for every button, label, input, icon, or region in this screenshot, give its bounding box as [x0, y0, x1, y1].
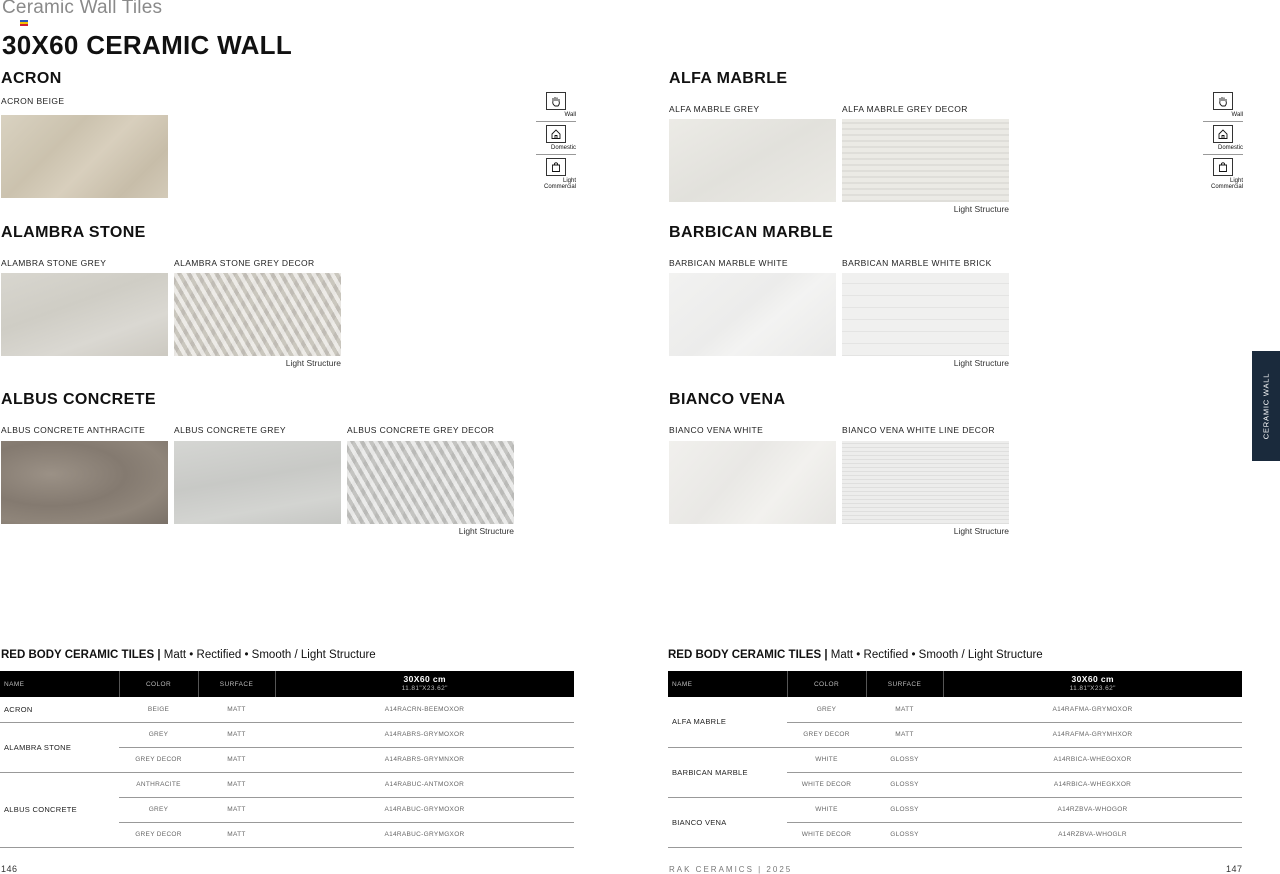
tile-bianco-white-line-decor [842, 441, 1009, 524]
section-title-albus: ALBUS CONCRETE [1, 391, 156, 408]
section-title-bianco: BIANCO VENA [669, 391, 786, 408]
tile-alfa-grey [669, 119, 836, 202]
shopping-bag-icon [546, 158, 566, 176]
house-icon [546, 125, 566, 143]
table-row: WHITE DECOR GLOSSY A14RBICA-WHEGKXOR [668, 772, 1242, 797]
flag-icon [20, 20, 28, 26]
table-title: RED BODY CERAMIC TILES | Matt • Rectified • Smooth / Light Structure [1, 649, 376, 661]
house-icon [1213, 125, 1233, 143]
tile-alfa-grey-decor [842, 119, 1009, 202]
table-row: GREY DECOR MATT A14RABRS-GRYMNXOR [0, 747, 574, 772]
structure-note: Light Structure [953, 204, 1009, 214]
col-header-size: 30X60 cm 11.81"X23.62" [275, 671, 574, 697]
icon-label-light-commercial: Light Commercial [543, 178, 576, 190]
structure-note: Light Structure [285, 358, 341, 368]
structure-note: Light Structure [458, 526, 514, 536]
col-header-color: COLOR [787, 671, 866, 697]
table-row: ACRON BEIGE MATT A14RACRN-BEEMOXOR [0, 697, 574, 722]
hand-icon [546, 92, 566, 110]
product-label: ALFA MABRLE GREY DECOR [842, 104, 968, 114]
usage-icons [1203, 92, 1243, 190]
section-title-barbican: BARBICAN MARBLE [669, 224, 834, 241]
spec-table-right [668, 671, 1242, 848]
icon-label-domestic: Domestic [550, 145, 576, 151]
tile-albus-anthracite [1, 441, 168, 524]
structure-note: Light Structure [953, 526, 1009, 536]
icon-label-domestic: Domestic [1217, 145, 1243, 151]
product-label: ACRON BEIGE [1, 96, 65, 106]
product-label: BARBICAN MARBLE WHITE [669, 258, 788, 268]
breadcrumb: Ceramic Wall Tiles [2, 0, 163, 18]
tile-acron-beige [1, 115, 168, 198]
col-header-size: 30X60 cm 11.81"X23.62" [943, 671, 1242, 697]
section-title-alfa: ALFA MABRLE [669, 70, 788, 87]
col-header-surface: SURFACE [866, 671, 943, 697]
spec-table-left [0, 671, 574, 848]
product-label: ALFA MABRLE GREY [669, 104, 760, 114]
product-label: ALAMBRA STONE GREY [1, 258, 107, 268]
product-label: BIANCO VENA WHITE [669, 425, 764, 435]
table-row: BIANCO VENA WHITE GLOSSY A14RZBVA-WHOGOR [668, 797, 1242, 822]
table-row: GREY DECOR MATT A14RAFMA-GRYMHXOR [668, 722, 1242, 747]
product-label: BIANCO VENA WHITE LINE DECOR [842, 425, 995, 435]
usage-icons [536, 92, 576, 190]
table-row: ALFA MABRLE GREY MATT A14RAFMA-GRYMOXOR [668, 697, 1242, 722]
tile-bianco-white [669, 441, 836, 524]
tile-albus-grey [174, 441, 341, 524]
col-header-name: NAME [668, 671, 787, 697]
table-row: WHITE DECOR GLOSSY A14RZBVA-WHOGLR [668, 822, 1242, 847]
col-header-surface: SURFACE [198, 671, 275, 697]
table-row: BARBICAN MARBLE WHITE GLOSSY A14RBICA-WHEGOXOR [668, 747, 1242, 772]
tile-barbican-white [669, 273, 836, 356]
product-label: BARBICAN MARBLE WHITE BRICK [842, 258, 992, 268]
col-header-color: COLOR [119, 671, 198, 697]
hand-icon [1213, 92, 1233, 110]
table-title: RED BODY CERAMIC TILES | Matt • Rectified • Smooth / Light Structure [668, 649, 1043, 661]
structure-note: Light Structure [953, 358, 1009, 368]
tile-barbican-white-brick [842, 273, 1009, 356]
product-label: ALBUS CONCRETE GREY [174, 425, 286, 435]
product-label: ALBUS CONCRETE GREY DECOR [347, 425, 495, 435]
icon-label-wall: Wall [1231, 112, 1243, 118]
tile-alambra-grey-decor [174, 273, 341, 356]
product-label: ALBUS CONCRETE ANTHRACITE [1, 425, 146, 435]
table-row: GREY MATT A14RABUC-GRYMOXOR [0, 797, 574, 822]
icon-label-wall: Wall [564, 112, 576, 118]
section-title-acron: ACRON [1, 70, 62, 87]
shopping-bag-icon [1213, 158, 1233, 176]
table-row: ALBUS CONCRETE ANTHRACITE MATT A14RABUC-ANTMOXOR [0, 772, 574, 797]
table-row: ALAMBRA STONE GREY MATT A14RABRS-GRYMOXOR [0, 722, 574, 747]
table-row: GREY DECOR MATT A14RABUC-GRYMGXOR [0, 822, 574, 847]
tile-alambra-grey [1, 273, 168, 356]
section-title-alambra: ALAMBRA STONE [1, 224, 146, 241]
icon-label-light-commercial: Light Commercial [1210, 178, 1243, 190]
page-number-left: 146 [1, 864, 18, 874]
page-title: 30X60 CERAMIC WALL [2, 30, 293, 60]
tile-albus-grey-decor [347, 441, 514, 524]
page-number-right: 147 [1226, 864, 1243, 874]
section-side-tab[interactable]: CERAMIC WALL [1252, 351, 1280, 461]
brand-footer: RAK CERAMICS | 2025 [669, 865, 793, 874]
col-header-name: NAME [0, 671, 119, 697]
product-label: ALAMBRA STONE GREY DECOR [174, 258, 315, 268]
